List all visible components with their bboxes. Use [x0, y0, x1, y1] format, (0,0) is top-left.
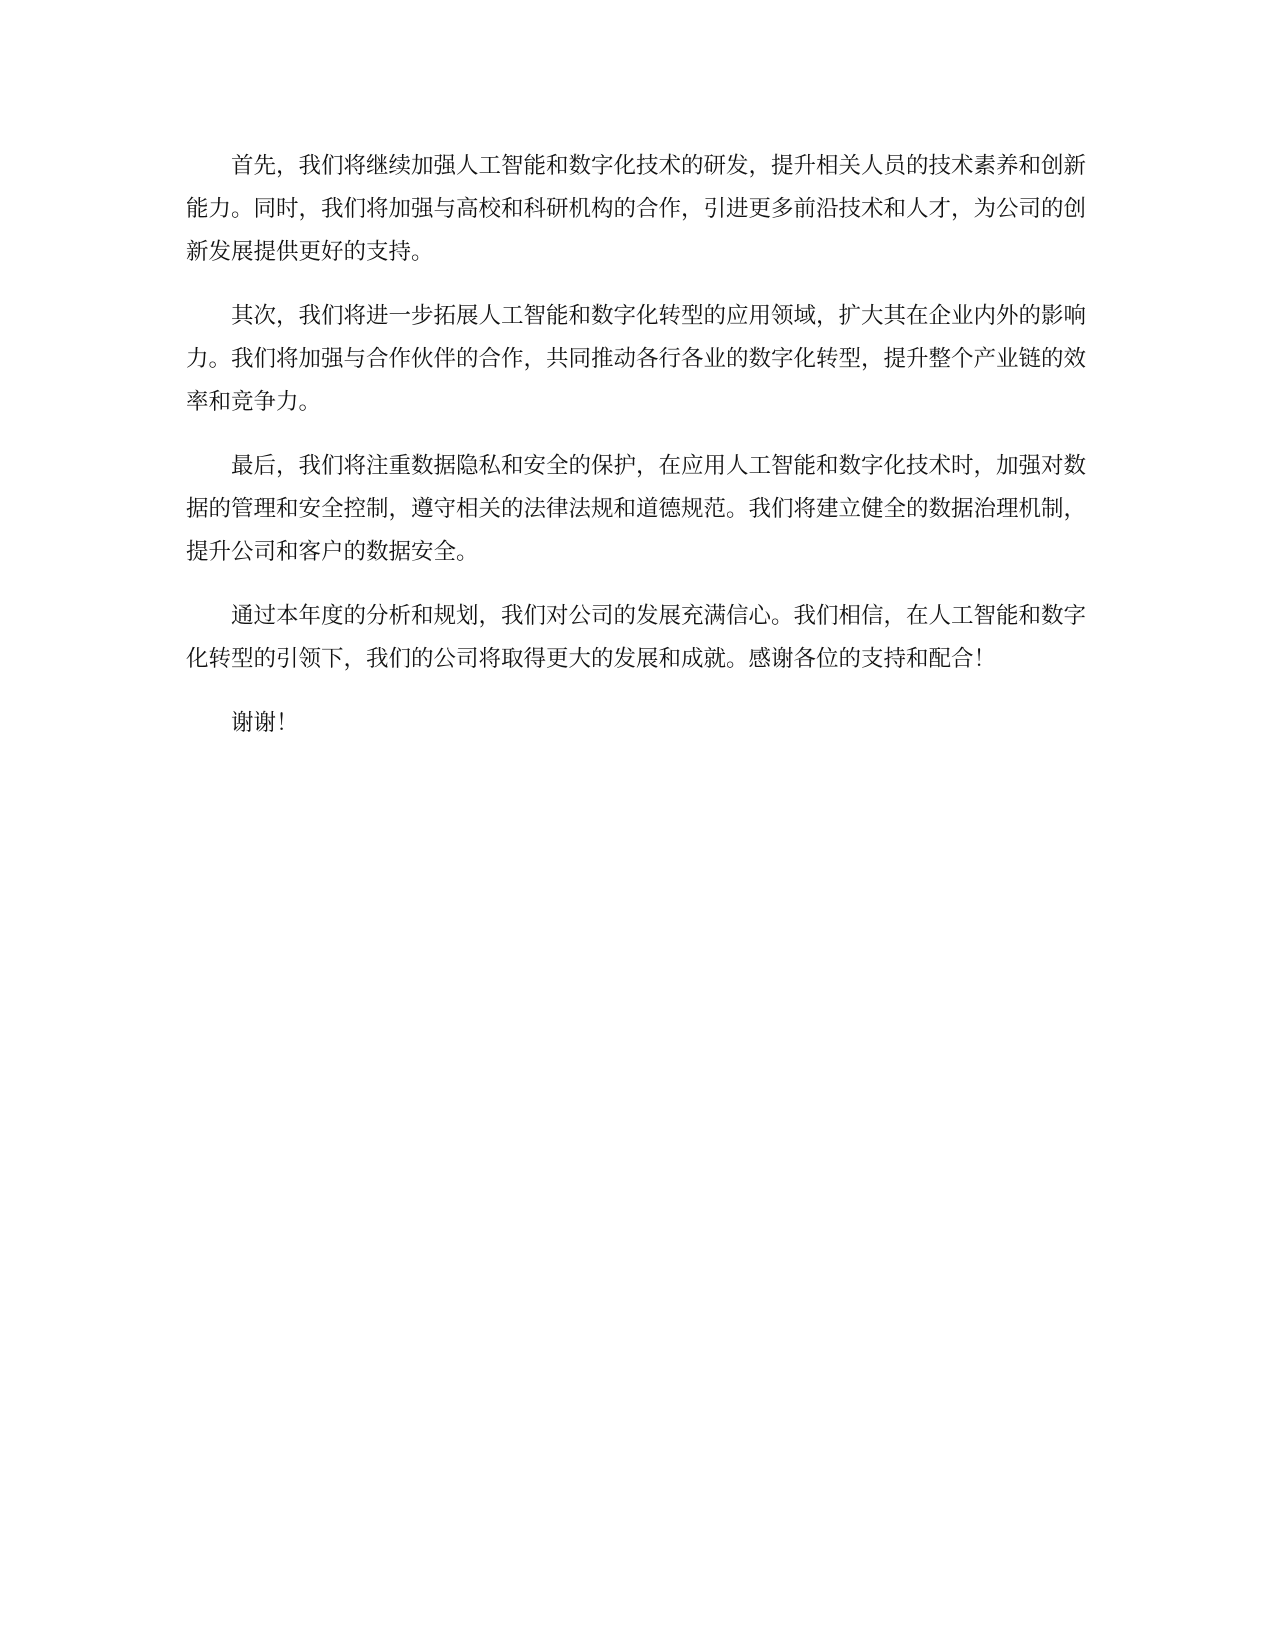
- paragraph-application-expansion: 其次，我们将进一步拓展人工智能和数字化转型的应用领域，扩大其在企业内外的影响力。我们将加强与合作伙伴的合作，共同推动各行各业的数字化转型，提升整个产业链的效率和竞争力。: [186, 303, 1087, 415]
- paragraph-rd-plan: 首先，我们将继续加强人工智能和数字化技术的研发，提升相关人员的技术素养和创新能力。同时，我们将加强与高校和科研机构的合作，引进更多前沿技术和人才，为公司的创新发展提供更好的支持。: [186, 153, 1087, 265]
- paragraph-data-security: 最后，我们将注重数据隐私和安全的保护，在应用人工智能和数字化技术时，加强对数据的管理和安全控制，遵守相关的法律法规和道德规范。我们将建立健全的数据治理机制，提升公司和客户的数据安全。: [186, 453, 1087, 565]
- paragraph-conclusion: 通过本年度的分析和规划，我们对公司的发展充满信心。我们相信，在人工智能和数字化转型的引领下，我们的公司将取得更大的发展和成就。感谢各位的支持和配合！: [186, 603, 1087, 672]
- document-body: [186, 145, 1086, 766]
- paragraph-thanks: 谢谢！: [231, 710, 299, 736]
